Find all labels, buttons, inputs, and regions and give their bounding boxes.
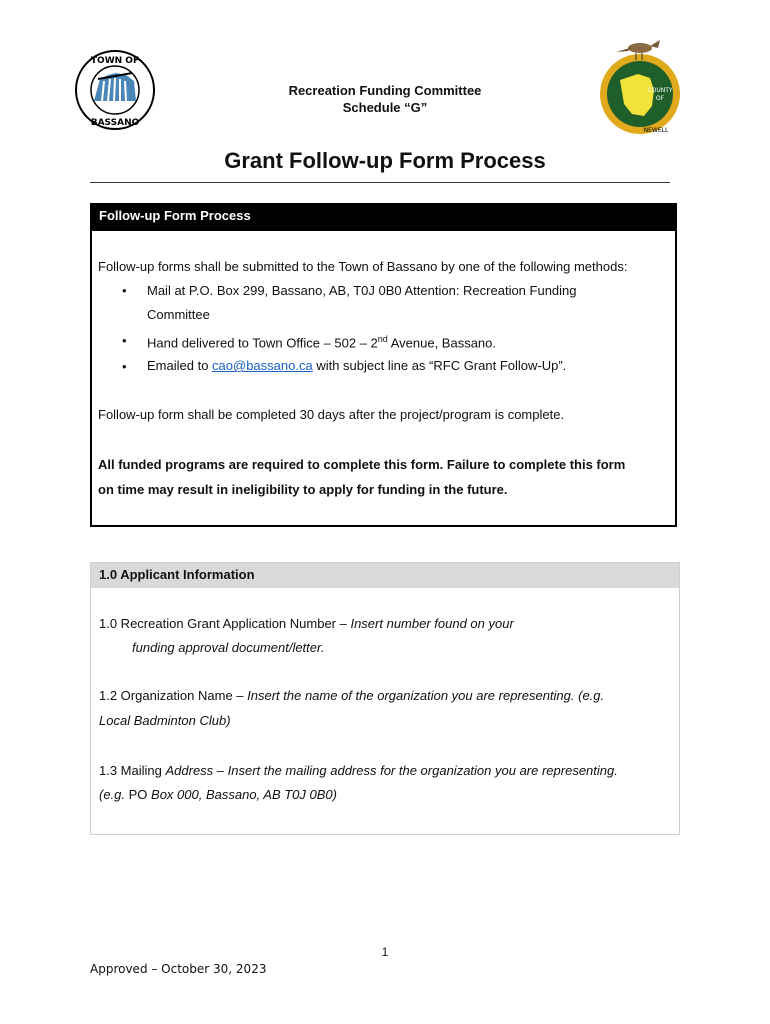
application-number-hint: funding approval document/letter.: [132, 640, 325, 655]
email-link[interactable]: cao@bassano.ca: [212, 358, 313, 373]
bullet-mail-line2: Committee: [147, 307, 210, 322]
section-heading: Follow-up Form Process: [92, 205, 675, 231]
page-number: 1: [381, 945, 389, 959]
page-title: Grant Follow-up Form Process: [224, 148, 546, 173]
svg-text:BASSANO: BASSANO: [90, 118, 140, 128]
applicant-information-section: [90, 562, 680, 835]
svg-text:COUNTY: COUNTY: [647, 87, 673, 94]
approval-date: Approved – October 30, 2023: [90, 962, 267, 976]
schedule-heading: Schedule “G”: [342, 100, 428, 115]
bullet-hand-delivered: Hand delivered to Town Office – 502 – 2nd Avenue, Bassano.: [147, 334, 496, 351]
bullet-email: Emailed to cao@bassano.ca with subject line as “RFC Grant Follow-Up”.: [147, 358, 567, 373]
mailing-address-field: 1.3 Mailing Address – Insert the mailing address for the organization you are representing.: [99, 763, 618, 778]
title-divider: [90, 182, 670, 183]
svg-text:NEWELL: NEWELL: [643, 127, 669, 134]
bullet-mail-line1: Mail at P.O. Box 299, Bassano, AB, T0J 0B0 Attention: Recreation Funding: [147, 283, 577, 298]
timing-text: Follow-up form shall be completed 30 days after the project/program is complete.: [98, 407, 565, 422]
svg-text:OF: OF: [655, 95, 665, 102]
section-heading: 1.0 Applicant Information: [91, 563, 679, 588]
warning-line1: All funded programs are required to complete this form. Failure to complete this form: [98, 457, 626, 472]
follow-up-process-section: [90, 203, 677, 527]
bullet-icon: •: [122, 333, 127, 348]
organization-name-field: 1.2 Organization Name – Insert the name of the organization you are representing. (e.g.: [99, 688, 605, 703]
application-number-field: 1.0 Recreation Grant Application Number – Insert number found on your: [99, 616, 514, 631]
bullet-icon: •: [122, 283, 127, 298]
intro-text: Follow-up forms shall be submitted to the Town of Bassano by one of the following methods:: [98, 259, 628, 274]
svg-text:TOWN OF: TOWN OF: [90, 56, 140, 66]
committee-heading: Recreation Funding Committee: [288, 83, 482, 98]
mailing-address-hint: (e.g. PO Box 000, Bassano, AB T0J 0B0): [99, 787, 337, 802]
bullet-icon: •: [122, 359, 127, 374]
organization-name-hint: Local Badminton Club): [99, 713, 231, 728]
warning-line2: on time may result in ineligibility to apply for funding in the future.: [98, 482, 508, 497]
